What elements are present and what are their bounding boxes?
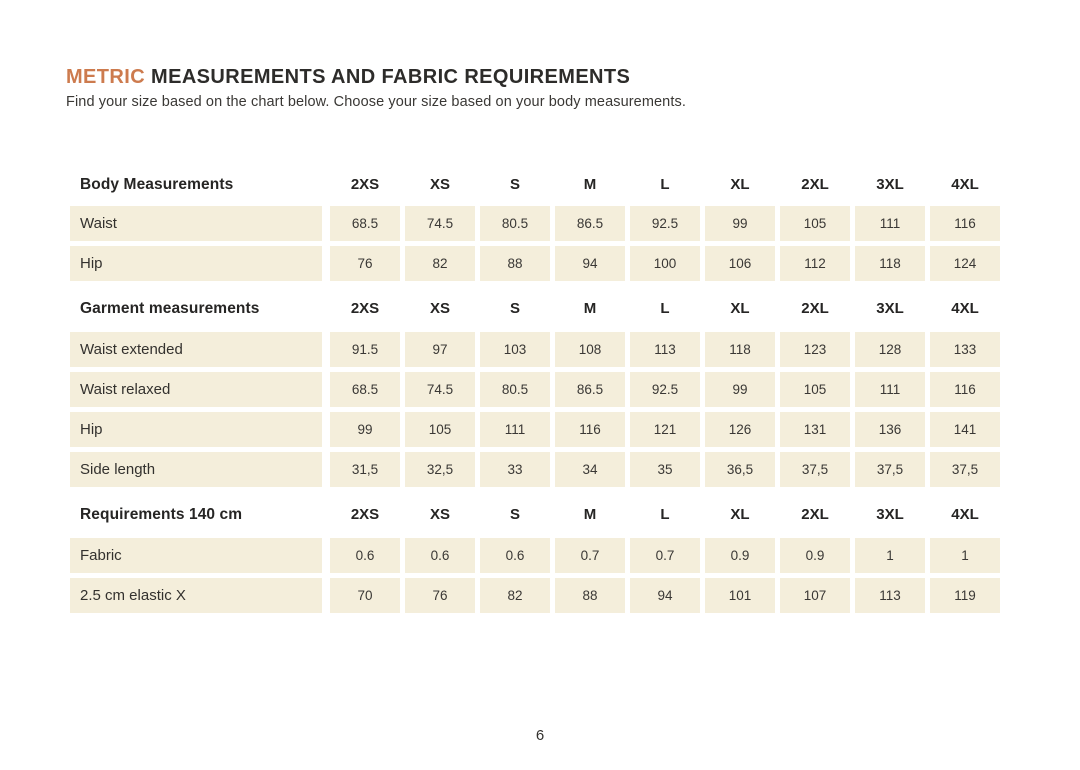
page-title-highlight: METRIC — [66, 66, 146, 88]
measurement-value: 111 — [480, 412, 550, 447]
measurement-value: 0.9 — [780, 538, 850, 573]
measurement-value: 0.6 — [480, 538, 550, 573]
table-row — [70, 372, 1000, 407]
measurement-value: 101 — [705, 578, 775, 613]
row-label: Fabric — [70, 538, 322, 573]
section-header-row — [70, 492, 1000, 537]
measurement-value: 74.5 — [405, 206, 475, 241]
measurement-value: 0.6 — [405, 538, 475, 573]
measurement-value: 100 — [630, 246, 700, 281]
size-column-header: S — [509, 506, 520, 523]
measurement-value: 0.7 — [630, 538, 700, 573]
measurement-value: 37,5 — [855, 452, 925, 487]
size-column-header: XS — [429, 300, 450, 317]
size-column-header: XL — [730, 506, 750, 523]
size-column-header: XS — [429, 176, 450, 193]
size-column-header: 2XL — [801, 176, 829, 193]
measurement-value: 116 — [930, 206, 1000, 241]
measurement-value: 91.5 — [330, 332, 400, 367]
size-column-header: 4XL — [951, 300, 979, 317]
size-column-header: M — [583, 176, 597, 193]
size-column-header: 2XS — [350, 300, 380, 317]
size-column-header: L — [660, 506, 670, 523]
size-column-header: S — [509, 300, 520, 317]
measurement-value: 99 — [705, 372, 775, 407]
measurement-value: 1 — [930, 538, 1000, 573]
measurement-value: 105 — [780, 372, 850, 407]
measurement-value: 76 — [405, 578, 475, 613]
measurement-value: 34 — [555, 452, 625, 487]
measurement-value: 76 — [330, 246, 400, 281]
measurement-value: 106 — [705, 246, 775, 281]
size-column-header: XS — [429, 506, 450, 523]
measurement-value: 99 — [705, 206, 775, 241]
measurement-value: 86.5 — [555, 372, 625, 407]
page-title-rest: MEASUREMENTS AND FABRIC REQUIREMENTS — [145, 66, 631, 88]
measurement-value: 1 — [855, 538, 925, 573]
size-column-header: 2XL — [801, 300, 829, 317]
measurement-value: 126 — [705, 412, 775, 447]
row-label: 2.5 cm elastic X — [70, 578, 322, 613]
measurement-value: 82 — [480, 578, 550, 613]
size-chart-table — [70, 164, 1000, 618]
measurement-value: 37,5 — [930, 452, 1000, 487]
page-header — [66, 66, 966, 110]
measurement-value: 33 — [480, 452, 550, 487]
measurement-value: 116 — [930, 372, 1000, 407]
measurement-value: 32,5 — [405, 452, 475, 487]
size-column-header: 2XS — [350, 506, 380, 523]
size-column-header: 3XL — [876, 176, 904, 193]
table-row — [70, 578, 1000, 613]
measurement-value: 133 — [930, 332, 1000, 367]
measurement-value: 124 — [930, 246, 1000, 281]
row-label: Waist extended — [70, 332, 322, 367]
measurement-value: 111 — [855, 372, 925, 407]
measurement-value: 74.5 — [405, 372, 475, 407]
row-label: Hip — [70, 412, 322, 447]
measurement-value: 80.5 — [480, 206, 550, 241]
size-column-header: M — [583, 300, 597, 317]
measurement-value: 136 — [855, 412, 925, 447]
table-row — [70, 538, 1000, 573]
measurement-value: 36,5 — [705, 452, 775, 487]
size-column-header: M — [583, 506, 597, 523]
measurement-value: 70 — [330, 578, 400, 613]
measurement-value: 82 — [405, 246, 475, 281]
measurement-value: 121 — [630, 412, 700, 447]
size-column-header: L — [660, 176, 670, 193]
measurement-value: 105 — [405, 412, 475, 447]
size-column-header: 3XL — [876, 506, 904, 523]
measurement-value: 105 — [780, 206, 850, 241]
row-label: Hip — [70, 246, 322, 281]
measurement-value: 68.5 — [330, 372, 400, 407]
measurement-value: 113 — [855, 578, 925, 613]
page-number: 6 — [535, 727, 545, 744]
row-label: Waist — [70, 206, 322, 241]
size-column-header: 2XS — [350, 176, 380, 193]
page-title — [66, 66, 966, 89]
size-column-header: XL — [730, 176, 750, 193]
size-column-header: 4XL — [951, 176, 979, 193]
page-subtitle: Find your size based on the chart below. Choose your size based on your body measurements. — [66, 94, 686, 110]
measurement-value: 112 — [780, 246, 850, 281]
measurement-value: 97 — [405, 332, 475, 367]
measurement-value: 86.5 — [555, 206, 625, 241]
size-column-header: 2XL — [801, 506, 829, 523]
size-column-header: L — [660, 300, 670, 317]
measurement-value: 99 — [330, 412, 400, 447]
measurement-value: 119 — [930, 578, 1000, 613]
table-row — [70, 452, 1000, 487]
measurement-value: 80.5 — [480, 372, 550, 407]
measurement-value: 37,5 — [780, 452, 850, 487]
table-row — [70, 246, 1000, 281]
measurement-value: 0.9 — [705, 538, 775, 573]
measurement-value: 31,5 — [330, 452, 400, 487]
section-header-label: Garment measurements — [80, 299, 260, 317]
section-header-row — [70, 286, 1000, 331]
size-column-header: XL — [730, 300, 750, 317]
measurement-value: 68.5 — [330, 206, 400, 241]
measurement-value: 123 — [780, 332, 850, 367]
section-header-row — [70, 164, 1000, 205]
measurement-value: 113 — [630, 332, 700, 367]
measurement-value: 35 — [630, 452, 700, 487]
measurement-value: 128 — [855, 332, 925, 367]
measurement-value: 88 — [480, 246, 550, 281]
measurement-value: 92.5 — [630, 206, 700, 241]
size-column-header: S — [509, 176, 520, 193]
measurement-value: 141 — [930, 412, 1000, 447]
measurement-value: 94 — [630, 578, 700, 613]
row-label: Waist relaxed — [70, 372, 322, 407]
measurement-value: 118 — [855, 246, 925, 281]
measurement-value: 94 — [555, 246, 625, 281]
measurement-value: 107 — [780, 578, 850, 613]
measurement-value: 103 — [480, 332, 550, 367]
measurement-value: 116 — [555, 412, 625, 447]
size-column-header: 3XL — [876, 300, 904, 317]
size-column-header: 4XL — [951, 506, 979, 523]
row-label: Side length — [70, 452, 322, 487]
measurement-value: 131 — [780, 412, 850, 447]
table-row — [70, 206, 1000, 241]
table-row — [70, 332, 1000, 367]
section-header-label: Requirements 140 cm — [80, 505, 243, 523]
measurement-value: 88 — [555, 578, 625, 613]
measurement-value: 0.7 — [555, 538, 625, 573]
table-row — [70, 412, 1000, 447]
section-header-label: Body Measurements — [80, 175, 234, 193]
measurement-value: 111 — [855, 206, 925, 241]
measurement-value: 108 — [555, 332, 625, 367]
measurement-value: 118 — [705, 332, 775, 367]
measurement-value: 0.6 — [330, 538, 400, 573]
measurement-value: 92.5 — [630, 372, 700, 407]
